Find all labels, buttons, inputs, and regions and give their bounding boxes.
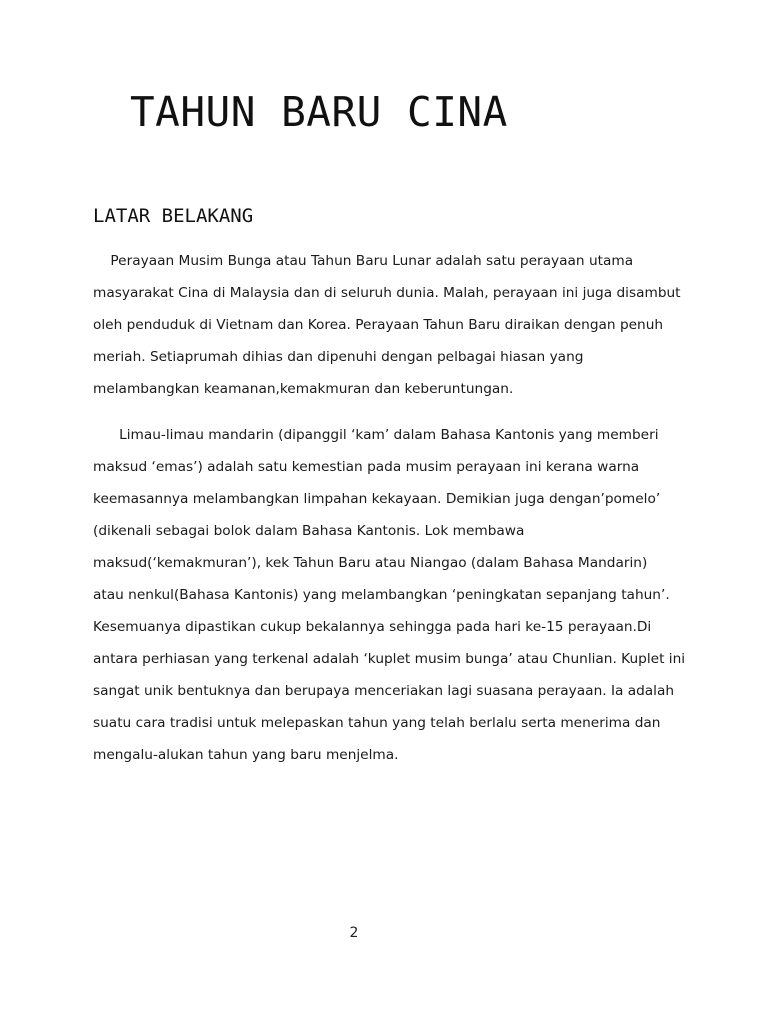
paragraph-line: oleh penduduk di Vietnam dan Korea. Perayaan Tahun Baru diraikan dengan penuh [93, 317, 664, 333]
section-heading: LATAR BELAKANG [93, 205, 254, 227]
paragraph-background-intro [93, 251, 693, 411]
paragraph-line: (dikenali sebagai bolok dalam Bahasa Kantonis. Lok membawa [93, 523, 525, 539]
paragraph-line: melambangkan keamanan,kemakmuran dan keberuntungan. [93, 381, 514, 397]
page-number: 2 [349, 925, 359, 941]
paragraph-line: Kesemuanya dipastikan cukup bekalannya sehingga pada hari ke-15 perayaan.Di [93, 619, 652, 635]
paragraph-line: maksud ‘emas’) adalah satu kemestian pada musim perayaan ini kerana warna [93, 459, 640, 475]
paragraph-line: sangat unik bentuknya dan berupaya menceriakan lagi suasana perayaan. Ia adalah [93, 683, 675, 699]
paragraph-line: masyarakat Cina di Malaysia dan di seluruh dunia. Malah, perayaan ini juga disambut [93, 285, 681, 301]
paragraph-line: suatu cara tradisi untuk melepaskan tahun yang telah berlalu serta menerima dan [93, 715, 661, 731]
paragraph-line: Limau-limau mandarin (dipanggil ‘kam’ dalam Bahasa Kantonis yang memberi [93, 427, 659, 443]
document-title: TAHUN BARU CINA [130, 88, 508, 136]
paragraph-mandarin-oranges [93, 425, 693, 777]
paragraph-line: maksud(‘kemakmuran’), kek Tahun Baru atau Niangao (dalam Bahasa Mandarin) [93, 555, 648, 571]
paragraph-line: meriah. Setiaprumah dihias dan dipenuhi dengan pelbagai hiasan yang [93, 349, 584, 365]
paragraph-line: keemasannya melambangkan limpahan kekayaan. Demikian juga dengan’pomelo’ [93, 491, 661, 507]
paragraph-line: antara perhiasan yang terkenal adalah ‘kuplet musim bunga’ atau Chunlian. Kuplet ini [93, 651, 686, 667]
paragraph-line: atau nenkul(Bahasa Kantonis) yang melambangkan ‘peningkatan sepanjang tahun’. [93, 587, 670, 603]
paragraph-line: mengalu-alukan tahun yang baru menjelma. [93, 747, 399, 763]
paragraph-line: Perayaan Musim Bunga atau Tahun Baru Lunar adalah satu perayaan utama [93, 253, 634, 269]
